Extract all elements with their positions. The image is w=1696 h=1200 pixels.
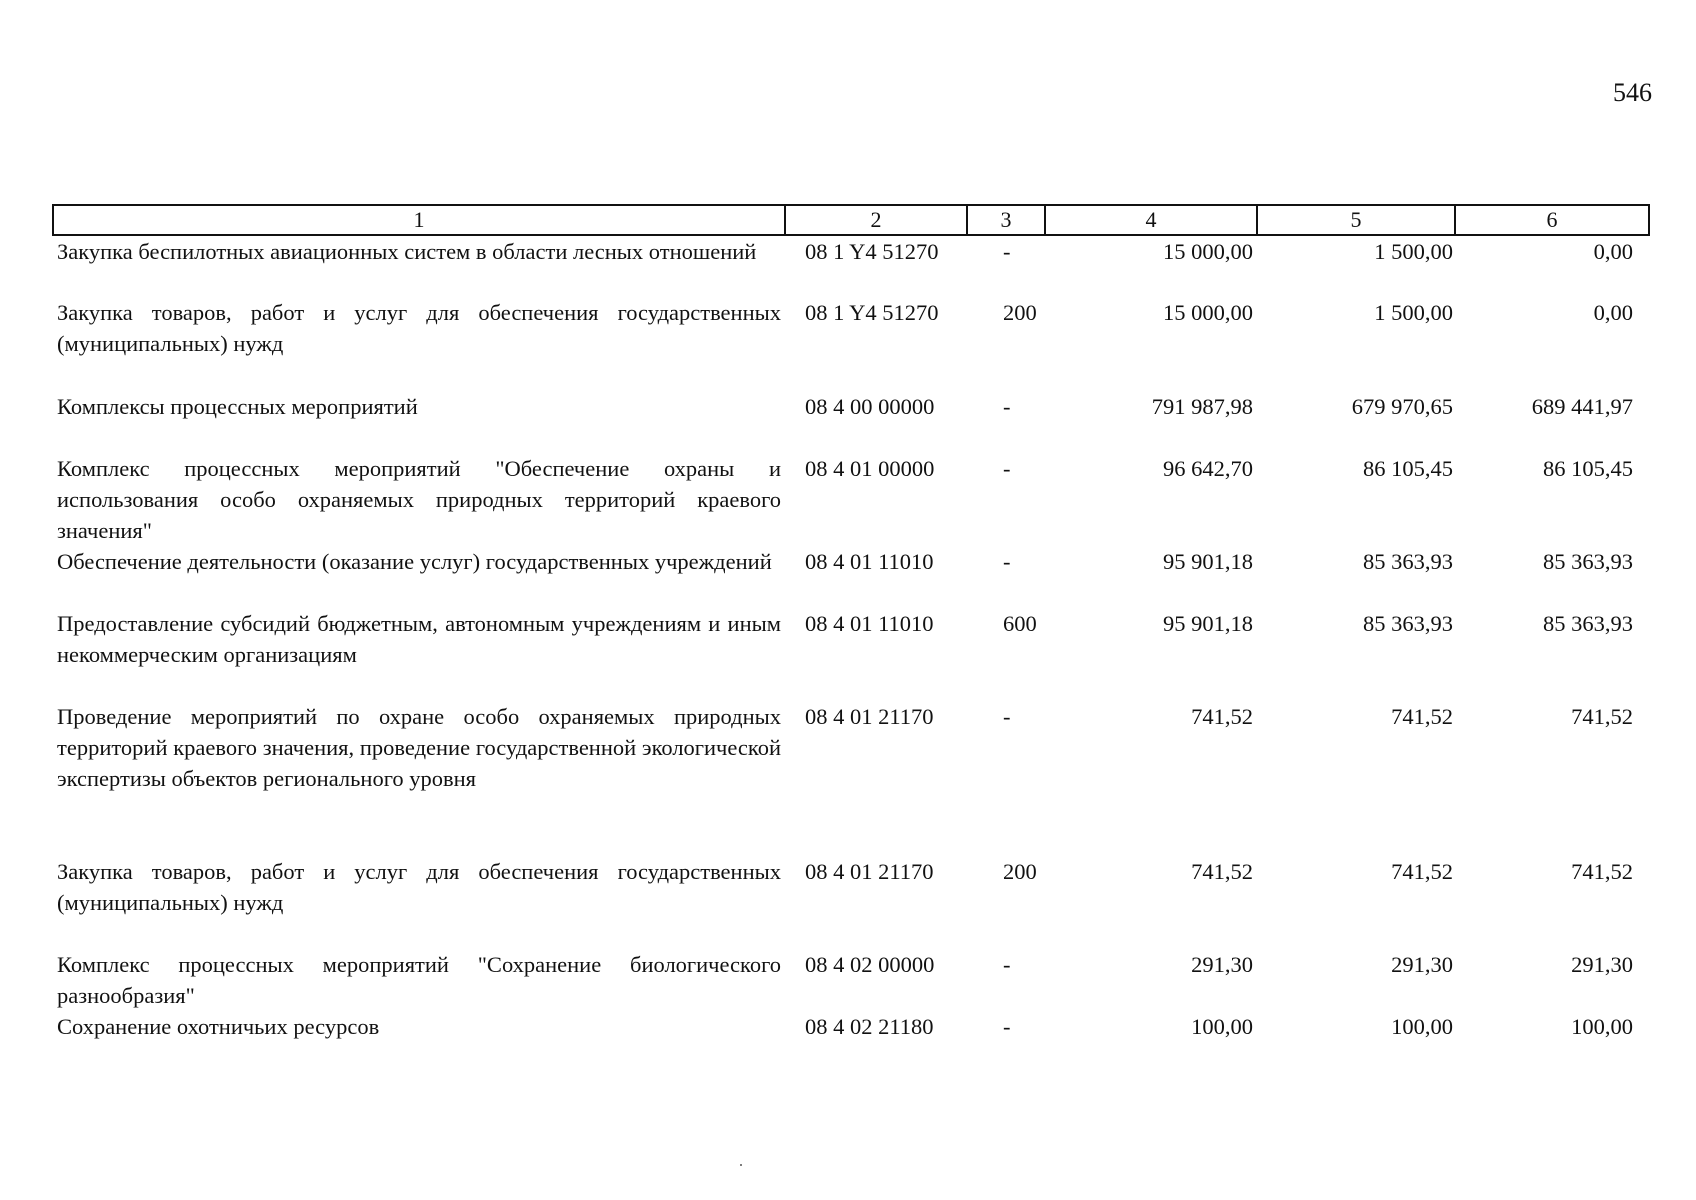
row-name: Комплекс процессных мероприятий "Сохранение биологического разнообразия" xyxy=(57,952,781,1008)
row-expense-type: - xyxy=(1003,239,1011,264)
budget-table xyxy=(52,204,1650,1051)
table-body xyxy=(53,235,1649,1051)
row-value-year-3: 85 363,93 xyxy=(1543,549,1633,574)
row-value-year-3: 291,30 xyxy=(1571,952,1633,977)
row-expense-type: - xyxy=(1003,394,1011,419)
row-value-year-1: 791 987,98 xyxy=(1151,394,1253,419)
row-code: 08 4 01 11010 xyxy=(805,549,934,574)
table-row xyxy=(53,949,1649,1011)
row-value-year-3: 0,00 xyxy=(1593,239,1633,264)
row-name: Закупка товаров, работ и услуг для обеспечения государственных (муниципальных) нужд xyxy=(57,300,781,356)
page-number: 546 xyxy=(1613,78,1652,107)
row-value-year-1: 95 901,18 xyxy=(1163,611,1253,636)
row-value-year-2: 679 970,65 xyxy=(1351,394,1453,419)
row-value-year-1: 291,30 xyxy=(1191,952,1253,977)
row-value-year-2: 100,00 xyxy=(1391,1014,1453,1039)
row-code: 08 4 00 00000 xyxy=(805,394,935,419)
row-code: 08 4 01 21170 xyxy=(805,704,934,729)
row-code: 08 4 01 21170 xyxy=(805,859,934,884)
row-value-year-3: 0,00 xyxy=(1593,300,1633,325)
column-header-4: 4 xyxy=(1045,205,1257,235)
row-name: Проведение мероприятий по охране особо охраняемых природных территорий краевого значения, проведение государственной экологической экспертизы объектов регионального уровня xyxy=(57,704,781,791)
row-expense-type: - xyxy=(1003,952,1011,977)
column-header-3: 3 xyxy=(967,205,1045,235)
row-value-year-2: 741,52 xyxy=(1391,859,1453,884)
table-row xyxy=(53,701,1649,856)
row-value-year-2: 1 500,00 xyxy=(1374,300,1453,325)
row-value-year-3: 741,52 xyxy=(1571,859,1633,884)
row-expense-type: 600 xyxy=(1003,611,1037,636)
row-value-year-3: 689 441,97 xyxy=(1531,394,1633,419)
table-row xyxy=(53,391,1649,453)
table-row xyxy=(53,546,1649,608)
row-value-year-1: 15 000,00 xyxy=(1163,239,1253,264)
row-expense-type: 200 xyxy=(1003,859,1037,884)
row-code: 08 4 01 11010 xyxy=(805,611,934,636)
row-name: Комплекс процессных мероприятий "Обеспечение охраны и использования особо охраняемых природных территорий краевого значения" xyxy=(57,456,781,543)
row-code: 08 1 Y4 51270 xyxy=(805,300,939,325)
column-number-row xyxy=(53,205,1649,235)
column-header-6: 6 xyxy=(1455,205,1649,235)
column-header-2: 2 xyxy=(785,205,967,235)
row-value-year-2: 86 105,45 xyxy=(1363,456,1453,481)
row-code: 08 4 01 00000 xyxy=(805,456,935,481)
table-row xyxy=(53,608,1649,701)
row-value-year-2: 85 363,93 xyxy=(1363,611,1453,636)
row-value-year-2: 1 500,00 xyxy=(1374,239,1453,264)
row-name: Закупка беспилотных авиационных систем в области лесных отношений xyxy=(57,239,757,264)
table-row xyxy=(53,297,1649,391)
row-value-year-1: 15 000,00 xyxy=(1163,300,1253,325)
row-expense-type: - xyxy=(1003,456,1011,481)
row-code: 08 4 02 00000 xyxy=(805,952,935,977)
row-expense-type: - xyxy=(1003,704,1011,729)
row-name: Сохранение охотничьих ресурсов xyxy=(57,1014,380,1039)
row-expense-type: - xyxy=(1003,549,1011,574)
row-name: Предоставление субсидий бюджетным, автономным учреждениям и иным некоммерческим организациям xyxy=(57,611,781,667)
row-name: Закупка товаров, работ и услуг для обеспечения государственных (муниципальных) нужд xyxy=(57,859,781,915)
row-name: Обеспечение деятельности (оказание услуг) государственных учреждений xyxy=(57,549,772,574)
row-value-year-3: 100,00 xyxy=(1571,1014,1633,1039)
row-expense-type: 200 xyxy=(1003,300,1037,325)
row-value-year-1: 100,00 xyxy=(1191,1014,1253,1039)
scan-speck xyxy=(740,1164,742,1166)
row-value-year-2: 741,52 xyxy=(1391,704,1453,729)
row-name: Комплексы процессных мероприятий xyxy=(57,394,418,419)
column-header-5: 5 xyxy=(1257,205,1455,235)
row-code: 08 4 02 21180 xyxy=(805,1014,934,1039)
row-expense-type: - xyxy=(1003,1014,1011,1039)
row-value-year-1: 95 901,18 xyxy=(1163,549,1253,574)
row-value-year-1: 741,52 xyxy=(1191,704,1253,729)
table-row xyxy=(53,856,1649,949)
row-code: 08 1 Y4 51270 xyxy=(805,239,939,264)
table-row xyxy=(53,1011,1649,1051)
row-value-year-1: 741,52 xyxy=(1191,859,1253,884)
table-row xyxy=(53,235,1649,297)
row-value-year-2: 85 363,93 xyxy=(1363,549,1453,574)
row-value-year-2: 291,30 xyxy=(1391,952,1453,977)
table-row xyxy=(53,453,1649,546)
row-value-year-3: 86 105,45 xyxy=(1543,456,1633,481)
column-header-1: 1 xyxy=(53,205,785,235)
row-value-year-3: 85 363,93 xyxy=(1543,611,1633,636)
row-value-year-1: 96 642,70 xyxy=(1163,456,1253,481)
row-value-year-3: 741,52 xyxy=(1571,704,1633,729)
